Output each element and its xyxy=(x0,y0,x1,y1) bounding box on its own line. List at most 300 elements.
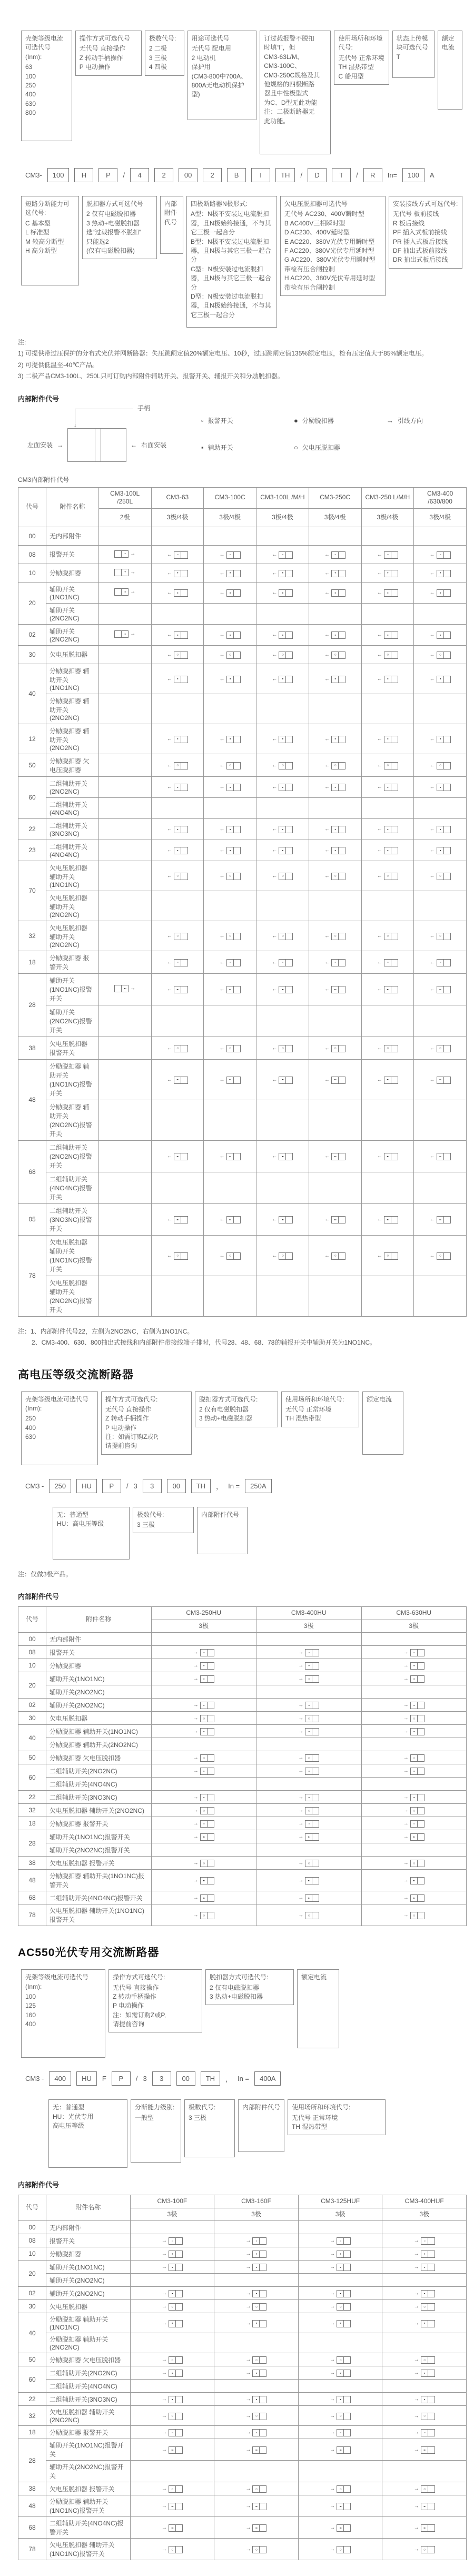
accessory-cell xyxy=(361,645,414,664)
label-cell: 二组辅助开关(3NO3NC) xyxy=(46,1791,152,1804)
accessory-cell xyxy=(151,645,204,664)
accessory-icon: → ▪ xyxy=(330,2290,351,2297)
accessory-icon: → ▪ xyxy=(193,1675,214,1683)
accessory-cell xyxy=(309,1140,361,1172)
accessory-cell xyxy=(151,624,204,645)
table-row xyxy=(18,603,467,624)
accessory-cell xyxy=(361,582,414,603)
code-cell: 30 xyxy=(18,645,46,664)
accessory-icon: ← ▪ xyxy=(272,826,293,833)
accessory-cell xyxy=(361,818,414,840)
code-cell: 18 xyxy=(18,951,46,973)
accessory-cell xyxy=(214,2221,299,2234)
label-cell: 报警开关 xyxy=(46,2234,131,2247)
accessory-cell xyxy=(204,582,256,603)
accessory-icon: ← ▪ xyxy=(377,676,398,683)
accessory-icon: → ▪▫ xyxy=(403,1877,424,1884)
model-token: A xyxy=(429,171,434,179)
label-cell: 二组辅助开关(2NO2NC) xyxy=(46,1764,152,1778)
label-cell: 二组辅助开关(4NO4NC)报警开关 xyxy=(46,1172,99,1203)
accessory-cell xyxy=(130,2482,214,2495)
accessory-cell xyxy=(151,694,204,724)
box-title: 壳架等级电流可选代号 (Inm): xyxy=(25,35,64,61)
accessory-cell xyxy=(256,1037,309,1059)
code-cell: 78 xyxy=(18,1235,46,1316)
code-cell: 22 xyxy=(18,818,46,840)
note-line: 2、CM3-400、630、800抽出式接线和内部附件带接线端子排时，代号28、48、68、78的辅报开关中辅助开关为1NO1NC。 xyxy=(32,1339,377,1347)
accessory-icon: ▪ → xyxy=(114,588,135,596)
box-line: 400 xyxy=(25,2020,36,2028)
accessory-cell xyxy=(414,840,467,861)
accessory-cell xyxy=(361,1843,467,1857)
accessory-cell xyxy=(309,1235,361,1276)
accessory-icon: ← ○ xyxy=(377,1045,398,1052)
accessory-cell xyxy=(256,1005,309,1037)
accessory-cell xyxy=(151,527,204,545)
label-cell: 二组辅助开关(4NO4NC) xyxy=(46,2380,131,2393)
table-row xyxy=(18,2366,467,2380)
box-title: 极数代号: xyxy=(149,35,176,42)
table-row xyxy=(18,1764,467,1778)
accessory-cell xyxy=(98,840,151,861)
label-cell: 欠电压脱扣器 辅助开关(2NO2NC)报警开关 xyxy=(46,1276,99,1316)
accessory-cell xyxy=(361,1817,467,1830)
accessory-cell xyxy=(151,1005,204,1037)
accessory-icon: ← ▪ xyxy=(430,847,451,854)
model-token: H xyxy=(74,168,93,182)
label-cell: 辅助开关(2NO2NC) xyxy=(46,1699,152,1712)
poles-header: 3极 xyxy=(361,1620,467,1633)
accessory-cell xyxy=(361,1005,414,1037)
accessory-icon: → ▪▫ xyxy=(245,2446,266,2454)
box-line: DR 抽出式板后接线 xyxy=(393,256,448,264)
table-row xyxy=(18,1904,467,1926)
box-title: 内部附件代号 xyxy=(201,1511,240,1518)
code-cell: 10 xyxy=(18,564,46,582)
accessory-cell xyxy=(414,624,467,645)
accessory-cell xyxy=(204,797,256,818)
accessory-cell xyxy=(309,951,361,973)
box-line: 250 xyxy=(25,1415,36,1423)
accessory-cell xyxy=(130,2221,214,2234)
accessory-cell xyxy=(98,776,151,797)
box-line: 此功能。 xyxy=(264,117,290,125)
accessory-cell xyxy=(414,1100,467,1140)
table-row xyxy=(18,1817,467,1830)
accessory-icon: ← ▫ xyxy=(324,551,345,559)
model-token: 400A xyxy=(254,2071,281,2086)
accessory-cell xyxy=(256,1699,362,1712)
accessory-cell xyxy=(361,624,414,645)
accessory-cell xyxy=(256,1843,362,1857)
accessory-cell xyxy=(214,2393,299,2406)
accessory-cell xyxy=(98,694,151,724)
model-token: ， xyxy=(216,1482,223,1491)
accessory-icon: ← ▫ xyxy=(324,959,345,966)
accessory-icon: ← • xyxy=(272,570,293,577)
label-cell: 二组辅助开关(4NO4NC) xyxy=(46,797,99,818)
accessory-cell xyxy=(309,545,361,564)
code-cell: 78 xyxy=(18,1904,46,1926)
label-cell: 分励脱扣器 辅助开关(2NO2NC)报警开关 xyxy=(46,1100,99,1140)
code-cell: 12 xyxy=(18,724,46,754)
code-cell: 00 xyxy=(18,527,46,545)
accessory-cell xyxy=(214,2287,299,2300)
accessory-icon: → ▪ xyxy=(330,2396,351,2403)
code-cell: 18 xyxy=(18,1817,46,1830)
box-line: 无代号 板前接线 xyxy=(393,210,439,218)
accessory-icon: → ▪ xyxy=(330,2320,351,2327)
label-cell: 辅助开关 (1NO1NC) xyxy=(46,582,99,603)
table-row xyxy=(18,1037,467,1059)
box-line: 100 xyxy=(25,72,36,80)
accessory-table3-wrap xyxy=(18,2195,462,2560)
box-line: 无代号 正常环境 xyxy=(292,2114,338,2121)
rated-current-box xyxy=(297,1969,339,2048)
accessory-icon: → ○ xyxy=(330,2546,351,2553)
accessory-icon: → ▪ xyxy=(414,2264,435,2271)
accessory-icon: ← ▪ xyxy=(324,826,345,833)
accessory-cell xyxy=(256,1764,362,1778)
accessory-icon: → ○ xyxy=(298,1715,319,1722)
accessory-icon: → ○ xyxy=(414,2303,435,2311)
box-line: E AC220、380V光伏专用瞬时型 xyxy=(284,238,375,245)
accessory-cell xyxy=(214,2366,299,2380)
label-cell: 二组辅助开关(4NO4NC) xyxy=(46,840,99,861)
code-cell: 38 xyxy=(18,2482,46,2495)
accessory-icon: ← ○ xyxy=(220,933,241,940)
box-line: PR 插入式板后接线 xyxy=(393,238,448,245)
accessory-cell xyxy=(256,1276,309,1316)
column-header: CM3-63 xyxy=(151,487,204,508)
accessory-legend xyxy=(27,404,462,470)
accessory-cell xyxy=(151,1235,204,1276)
box-title: 额定电流 xyxy=(301,1973,327,1981)
note-line: 2) 可提供低温至-40℃产品。 xyxy=(18,361,98,369)
box-title: 脱扣器方式可选代号 xyxy=(86,200,143,208)
table-row xyxy=(18,1059,467,1100)
accessory-cell xyxy=(204,818,256,840)
box-line: B AC400V三相瞬时型 xyxy=(284,219,345,227)
code-cell: 02 xyxy=(18,2287,46,2300)
accessory-cell xyxy=(204,1059,256,1100)
accessory-cell xyxy=(256,973,309,1005)
accessory-cell xyxy=(256,754,309,776)
label-cell: 报警开关 xyxy=(46,545,99,564)
accessory-icon: → • xyxy=(245,2251,266,2258)
section3-title: AC550光伏专用交流断路器 xyxy=(18,1947,160,1959)
accessory-cell xyxy=(98,1203,151,1235)
accessory-cell xyxy=(309,797,361,818)
accessory-icon: ← ○ xyxy=(220,1252,241,1260)
accessory-cell xyxy=(256,1791,362,1804)
accessory-icon: ← ▪ xyxy=(377,826,398,833)
accessory-cell xyxy=(382,2461,467,2482)
box-line: 无：普通型 xyxy=(53,2104,85,2111)
accessory-cell xyxy=(204,891,256,921)
accessory-cell xyxy=(298,2353,382,2366)
accessory-cell xyxy=(361,1172,414,1203)
accessory-cell xyxy=(361,1857,467,1870)
accessory-cell xyxy=(151,861,204,891)
accessory-cell xyxy=(151,1830,256,1843)
accessory-icon: ← ○ xyxy=(324,762,345,769)
accessory-cell xyxy=(361,1830,467,1843)
accessory-cell xyxy=(98,1235,151,1276)
accessory-cell xyxy=(298,2406,382,2426)
box-line: 160 xyxy=(25,2011,36,2019)
accessory-cell xyxy=(98,603,151,624)
accessory-icon: → ○ xyxy=(298,1860,319,1867)
poles-header: 3极/4极 xyxy=(361,508,414,527)
accessory-cell xyxy=(214,2234,299,2247)
accessory-cell xyxy=(298,2287,382,2300)
label-cell: 分励脱扣器 欠电压脱扣器 xyxy=(46,1751,152,1764)
accessory-cell xyxy=(298,2247,382,2261)
accessory-cell xyxy=(382,2274,467,2287)
accessory-icon: ← • xyxy=(377,570,398,577)
accessory-icon: ← ○ xyxy=(430,652,451,659)
box-line: TH 湿热带型 xyxy=(338,63,374,71)
accessory-cell xyxy=(361,1672,467,1685)
label-cell: 辅助开关 (2NO2NC) xyxy=(46,624,99,645)
accessory-cell xyxy=(309,603,361,624)
accessory-icon: ← ▪▫ xyxy=(324,1077,345,1084)
accessory-cell xyxy=(361,861,414,891)
box-line: 请提前咨询 xyxy=(105,1442,137,1450)
accessory-icon: ← ▪▫ xyxy=(272,986,293,993)
box-title: 使用场所和环境代号: xyxy=(292,2104,351,2111)
table-row xyxy=(18,2221,467,2234)
table-row xyxy=(18,1005,467,1037)
box-line: 一般型 xyxy=(135,2114,154,2121)
box-line: 3 三极 xyxy=(149,54,167,62)
accessory-icon: ← ▪ xyxy=(430,784,451,791)
accessory-icon: → ▪▫ xyxy=(245,2503,266,2510)
overload-alarm-box xyxy=(260,31,331,154)
accessory-cell xyxy=(361,694,414,724)
label-cell: 辅助开关(2NO2NC) xyxy=(46,2287,131,2300)
accessory-cell xyxy=(130,2313,214,2333)
accessory-icon: ← ▪ xyxy=(220,631,241,639)
accessory-icon: ← • xyxy=(324,570,345,577)
breaker-body-diagram xyxy=(67,428,126,462)
model-token: T xyxy=(332,168,351,182)
accessory-cell xyxy=(151,1804,256,1817)
label-cell: 辅助开关(2NO2NC) xyxy=(46,2274,131,2287)
box-line: CM3-63L/M、 xyxy=(264,53,303,61)
accessory-cell xyxy=(204,1100,256,1140)
accessory-icon: ← ○ xyxy=(167,933,188,940)
box-line: PF 插入式板前接线 xyxy=(393,229,447,236)
table-row xyxy=(18,724,467,754)
poles-header: 3极 xyxy=(214,2208,299,2221)
model-token: 250 xyxy=(49,1479,71,1493)
box-line: TH 湿热带型 xyxy=(292,2123,328,2130)
accessory-icon: ← ▪ xyxy=(220,826,241,833)
accessory-icon: ← ○ xyxy=(167,1045,188,1052)
accessory-icon: → ○ xyxy=(403,1912,424,1919)
accessory-icon: → ▪▫ xyxy=(330,2524,351,2532)
box-line: 高电压等级 xyxy=(53,2121,85,2129)
accessory-cell xyxy=(414,564,467,582)
accessory-cell xyxy=(204,1276,256,1316)
label-cell: 二组辅助开关(2NO2NC) xyxy=(46,2366,131,2380)
accessory-cell xyxy=(204,664,256,694)
accessory-cell xyxy=(214,2426,299,2439)
accessory-icon: → ▪ xyxy=(330,2264,351,2271)
accessory-icon: → ○ xyxy=(298,1807,319,1814)
model-token: 3 xyxy=(152,2071,171,2086)
accessory-icon: ← ▪▫ xyxy=(272,1077,293,1084)
accessory-icon: ▫ → xyxy=(114,550,135,558)
internal-accessory-box xyxy=(197,1507,248,1554)
accessory-cell xyxy=(98,724,151,754)
accessory-cell xyxy=(151,1857,256,1870)
section2-note: 注：仅做3极产品。 xyxy=(18,1570,72,1578)
accessory-icon: ← ○ xyxy=(324,873,345,880)
accessory-icon: ← ▪▫ xyxy=(324,1216,345,1223)
label-cell: 欠电压脱扣器 辅助开关(1NO1NC)报警开关 xyxy=(46,1904,152,1926)
code-cell: 02 xyxy=(18,624,46,645)
box-line: C 船用型 xyxy=(338,72,364,80)
operation-mode-box xyxy=(101,1391,192,1455)
label-cell: 分励脱扣器 辅助开关(1NO1NC) xyxy=(46,2313,131,2333)
box-line: 注：二极断路器无 xyxy=(264,108,315,116)
accessory-cell xyxy=(361,1646,467,1659)
box-line: F AC220、380V光伏专用延时型 xyxy=(284,246,374,254)
accessory-cell xyxy=(151,818,204,840)
voltage-grade-box xyxy=(48,2099,127,2168)
accessory-cell xyxy=(382,2261,467,2274)
accessory-cell xyxy=(256,1685,362,1699)
environment-box xyxy=(288,2099,386,2135)
accessory-icon: → ▪▫ xyxy=(298,1833,319,1841)
label-cell: 分励脱扣器 辅助开关(2NO2NC) xyxy=(46,694,99,724)
box-line: 器且中性极型式 xyxy=(264,90,309,97)
accessory-icon: → ▫ xyxy=(245,2237,266,2245)
box-title: 额定电流 xyxy=(367,1395,392,1403)
accessory-icon: ← ▪ xyxy=(324,676,345,683)
table-row xyxy=(18,582,467,603)
legend-item xyxy=(294,416,357,425)
aux-switch-icon: ▪ xyxy=(201,443,204,451)
code-cell: 10 xyxy=(18,2247,46,2261)
accessory-icon: → ○ xyxy=(414,2356,435,2364)
column-header: CM3-400 /630/800 xyxy=(414,487,467,508)
undervoltage-release-box xyxy=(280,196,386,296)
column-header: CM3-400HUF xyxy=(382,2195,467,2208)
code-cell: 28 xyxy=(18,1830,46,1857)
box-line: 无：普通型 xyxy=(57,1511,89,1518)
accessory-icon: ← ▪ xyxy=(220,589,241,597)
section1-notes xyxy=(18,337,460,382)
code-cell: 40 xyxy=(18,1725,46,1751)
accessory-cell xyxy=(309,1172,361,1203)
accessory-icon: → ○ xyxy=(245,2485,266,2493)
code-cell: 32 xyxy=(18,921,46,951)
accessory-cell xyxy=(98,1172,151,1203)
note-line: 3) 二极产品CM3-100L、250L只可订购内部附件辅助开关、报警开关、辅报开关和分励脱扣器。 xyxy=(18,372,284,380)
accessory-icon: ← ▪▫ xyxy=(220,1077,241,1084)
table-row xyxy=(18,776,467,797)
accessory-icon: → ▪ xyxy=(193,1702,214,1709)
accessory-cell xyxy=(414,694,467,724)
section1-top-boxes xyxy=(21,31,462,154)
table-row xyxy=(18,2353,467,2366)
box-line: M 较高分断型 xyxy=(25,238,64,245)
accessory-cell xyxy=(151,1037,204,1059)
accessory-cell xyxy=(98,1005,151,1037)
accessory-cell xyxy=(98,564,151,582)
model-token: CM3 - xyxy=(25,2075,44,2083)
box-line: HU：光伏专用 xyxy=(53,2113,94,2120)
accessory-icon: → ▪ xyxy=(414,2320,435,2327)
table-row xyxy=(18,545,467,564)
accessory-cell xyxy=(256,797,309,818)
accessory-cell xyxy=(151,1764,256,1778)
accessory-cell xyxy=(256,1778,362,1791)
label-cell: 分励脱扣器 辅助开关(1NO1NC)报警开关 xyxy=(46,2495,131,2517)
box-title: 安装接线方式可选代号: xyxy=(393,200,458,208)
accessory-icon: → ▪▫ xyxy=(162,2503,183,2510)
accessory-icon: → ▪ xyxy=(414,2290,435,2297)
poles-header: 2极 xyxy=(98,508,151,527)
label-cell: 二组辅助开关(4NO4NC)报警开关 xyxy=(46,1891,152,1904)
accessory-icon: → ▫ xyxy=(330,2429,351,2436)
accessory-cell xyxy=(361,527,414,545)
accessory-icon: ← ▪ xyxy=(430,589,451,597)
rated-current-box xyxy=(438,31,462,110)
code-cell: 70 xyxy=(18,861,46,921)
accessory-cell xyxy=(256,603,309,624)
table-row xyxy=(18,527,467,545)
accessory-cell xyxy=(309,776,361,797)
accessory-icon: → ▪ xyxy=(403,1675,424,1683)
accessory-cell xyxy=(151,1843,256,1857)
accessory-cell xyxy=(382,2287,467,2300)
accessory-cell xyxy=(204,840,256,861)
table-row xyxy=(18,1778,467,1791)
accessory-icon: → ○ xyxy=(414,2485,435,2493)
table-row xyxy=(18,694,467,724)
code-cell: 20 xyxy=(18,2261,46,2287)
table1-notes xyxy=(18,1326,460,1348)
accessory-cell xyxy=(414,1005,467,1037)
column-header: CM3-100C xyxy=(204,487,256,508)
accessory-cell xyxy=(151,1203,204,1235)
label-cell: 辅助开关(1NO1NC) xyxy=(46,1672,152,1685)
accessory-icon: ← ○ xyxy=(220,652,241,659)
model-token: / xyxy=(135,2075,138,2083)
accessory-cell xyxy=(151,1659,256,1672)
box-title: 四极断路器N极形式: xyxy=(190,200,248,208)
accessory-cell xyxy=(130,2234,214,2247)
accessory-icon: ← ○ xyxy=(272,873,293,880)
voltage-grade-box xyxy=(53,1507,130,1560)
label-cell: 分励脱扣器 辅助开关(1NO1NC) xyxy=(46,1725,152,1738)
label-cell: 欠电压脱扣器 xyxy=(46,2300,131,2313)
accessory-cell xyxy=(204,694,256,724)
accessory-cell xyxy=(256,1140,309,1172)
table-row xyxy=(18,1804,467,1817)
accessory-cell xyxy=(98,1037,151,1059)
accessory-cell xyxy=(361,1235,414,1276)
box-line: 630 xyxy=(25,1433,36,1441)
box-line: 无代号 直接操作 xyxy=(79,45,126,53)
accessory-icon: ← ○ xyxy=(167,652,188,659)
down-arrow-icon: ↓ xyxy=(74,421,77,429)
